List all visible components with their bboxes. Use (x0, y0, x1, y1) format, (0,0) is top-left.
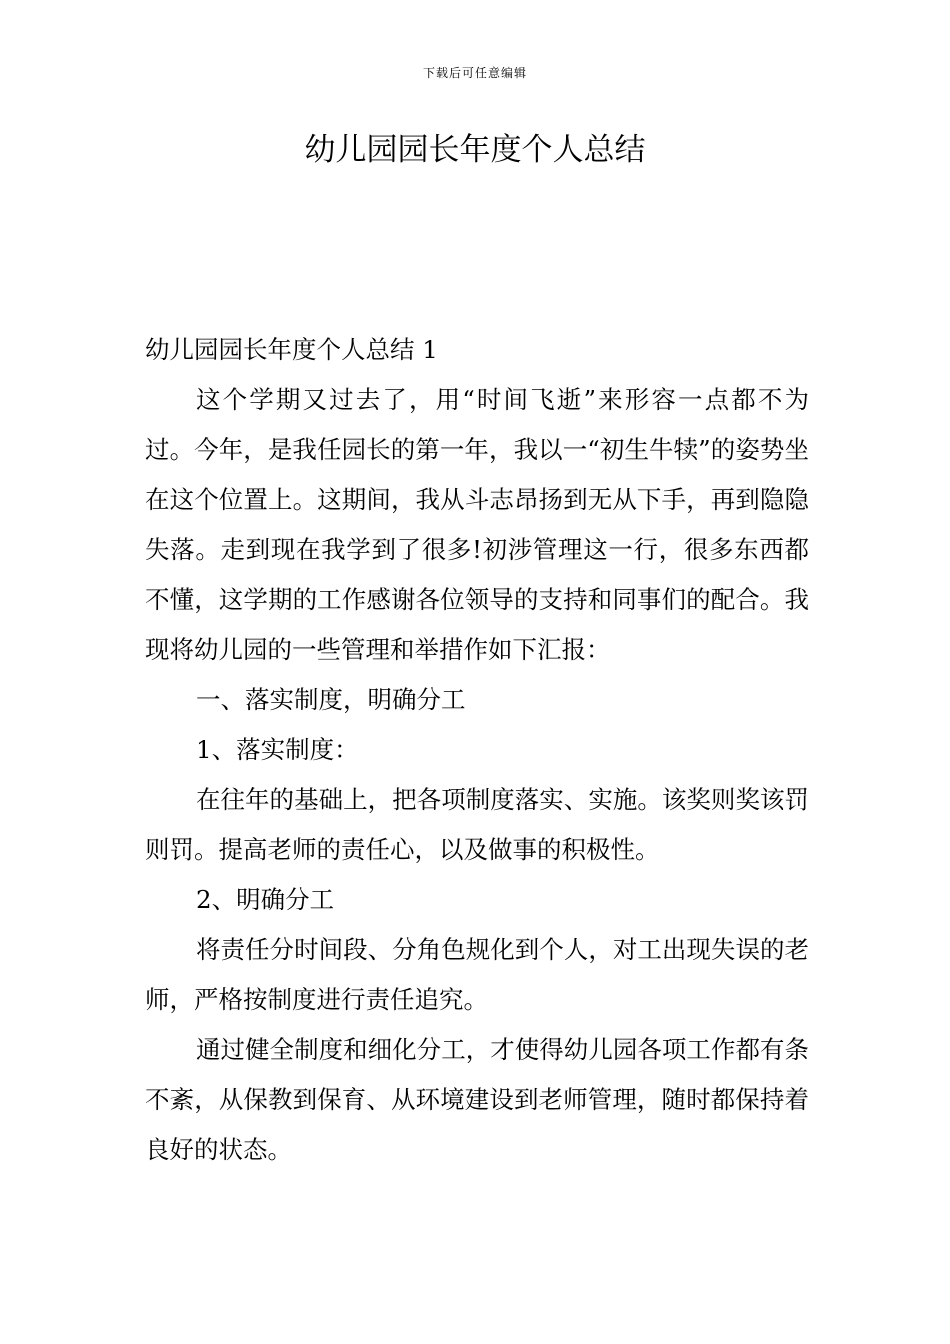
paragraph-body-1: 在往年的基础上，把各项制度落实、实施。该奖则奖该罚则罚。提高老师的责任心，以及做事的积极性。 (145, 785, 809, 864)
section-heading: 幼儿园园长年度个人总结 1 (145, 335, 438, 364)
paragraph-body-2: 将责任分时间段、分角色规化到个人，对工出现失误的老师，严格按制度进行责任追究。 (145, 935, 809, 1014)
document-title: 幼儿园园长年度个人总结 (304, 132, 646, 168)
paragraph-body-3: 通过健全制度和细化分工，才使得幼儿园各项工作都有条不紊，从保教到保育、从环境建设到老师管理，随时都保持着良好的状态。 (145, 1035, 809, 1164)
document-body (145, 325, 809, 1175)
header-note: 下载后可任意编辑 (422, 66, 527, 80)
paragraph-subheading-1: 1、落实制度： (196, 735, 359, 764)
paragraph-subheading-2: 2、明确分工 (196, 885, 335, 914)
paragraph-intro: 这个学期又过去了，用“时间飞逝”来形容一点都不为过。今年，是我任园长的第一年，我以一“初生牛犊”的姿势坐在这个位置上。这期间，我从斗志昂扬到无从下手，再到隐隐失落。走到现在我学到了很多!初涉管理这一行，很多东西都不懂，这学期的工作感谢各位领导的支持和同事们的配合。我现将幼儿园的一些管理和举措作如下汇报： (145, 385, 809, 664)
paragraph-heading-1: 一、落实制度，明确分工 (196, 685, 466, 714)
